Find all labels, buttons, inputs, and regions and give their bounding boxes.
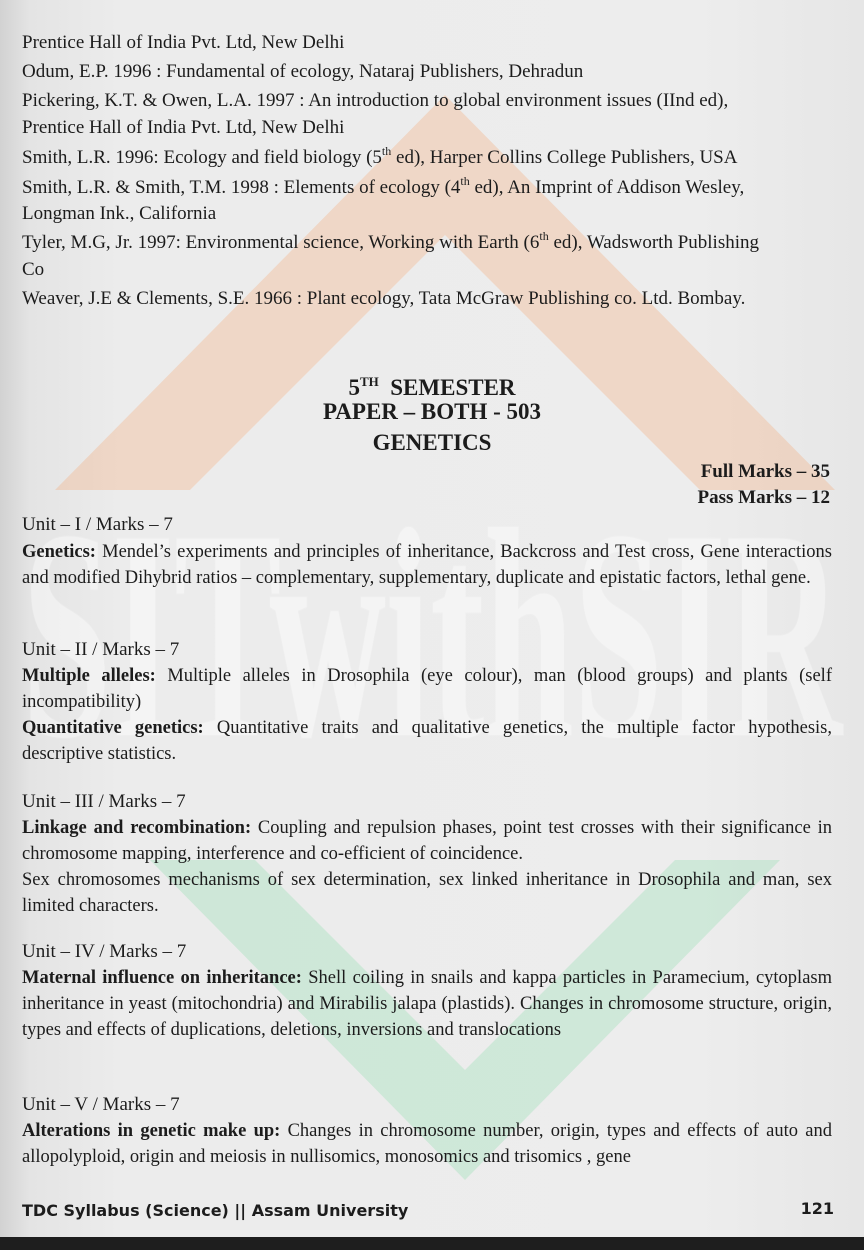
unit-paragraph: Maternal influence on inheritance: Shell coiling in snails and kappa particles in Paramecium, cytoplasm inheritance in yeast (mitochondria) and Mirabilis jalapa (plastids). Changes in chromosome structure, origin, types and effects of duplications, deletions, inversions and translocations	[22, 968, 832, 1041]
paper-heading: PAPER – BOTH - 503	[322, 399, 542, 424]
page-number: 121	[800, 1199, 834, 1218]
reference-line: Tyler, M.G, Jr. 1997: Environmental science, Working with Earth (6th ed), Wadsworth Publishing	[22, 229, 759, 253]
full-marks: Full Marks – 35	[700, 461, 830, 482]
page-bottom-edge	[0, 1237, 864, 1250]
reference-line: Weaver, J.E & Clements, S.E. 1966 : Plant ecology, Tata McGraw Publishing co. Ltd. Bombay.	[22, 288, 746, 309]
footer-title: TDC Syllabus (Science) || Assam University	[22, 1201, 409, 1220]
unit-paragraph: Genetics: Mendel’s experiments and principles of inheritance, Backcross and Test cross, Gene interactions and modified Dihybrid ratios – complementary, supplementary, duplicate and epistatic factors, lethal gene.	[22, 542, 832, 589]
reference-line: Prentice Hall of India Pvt. Ltd, New Delhi	[22, 117, 345, 138]
pass-marks: Pass Marks – 12	[697, 487, 830, 508]
reference-line: Odum, E.P. 1996 : Fundamental of ecology, Nataraj Publishers, Dehradun	[22, 61, 584, 82]
reference-line: Smith, L.R. & Smith, T.M. 1998 : Elements of ecology (4th ed), An Imprint of Addison Wesley,	[22, 174, 745, 198]
subject-heading: GENETICS	[372, 430, 492, 455]
reference-line: Prentice Hall of India Pvt. Ltd, New Delhi	[22, 32, 345, 53]
unit-title: Unit – II / Marks – 7	[22, 639, 180, 660]
reference-line: Pickering, K.T. & Owen, L.A. 1997 : An introduction to global environment issues (IInd ed),	[22, 90, 729, 111]
unit-title: Unit – V / Marks – 7	[22, 1094, 180, 1115]
unit-paragraph: Sex chromosomes mechanisms of sex determination, sex linked inheritance in Drosophila and man, sex limited characters.	[22, 870, 832, 917]
watermark-text: SITwithSIR	[22, 468, 844, 800]
unit-paragraph: Multiple alleles: Multiple alleles in Drosophila (eye colour), man (blood groups) and plants (self incompatibility)	[22, 666, 832, 713]
unit-paragraph: Quantitative genetics: Quantitative traits and qualitative genetics, the multiple factor hypothesis, descriptive statistics.	[22, 718, 832, 765]
unit-title: Unit – I / Marks – 7	[22, 514, 173, 535]
unit-title: Unit – IV / Marks – 7	[22, 941, 187, 962]
unit-paragraph: Linkage and recombination: Coupling and repulsion phases, point test crosses with their significance in chromosome mapping, interference and co-efficient of coincidence.	[22, 818, 832, 865]
semester-heading: 5TH SEMESTER	[348, 374, 516, 400]
reference-line: Smith, L.R. 1996: Ecology and field biology (5th ed), Harper Collins College Publishers, USA	[22, 144, 738, 168]
unit-paragraph: Alterations in genetic make up: Changes in chromosome number, origin, types and effects of auto and allopolyploid, origin and meiosis in nullisomics, monosomics and trisomics , gene	[22, 1121, 832, 1168]
unit-title: Unit – III / Marks – 7	[22, 791, 186, 812]
reference-line: Longman Ink., California	[22, 203, 217, 224]
reference-line: Co	[22, 259, 45, 280]
